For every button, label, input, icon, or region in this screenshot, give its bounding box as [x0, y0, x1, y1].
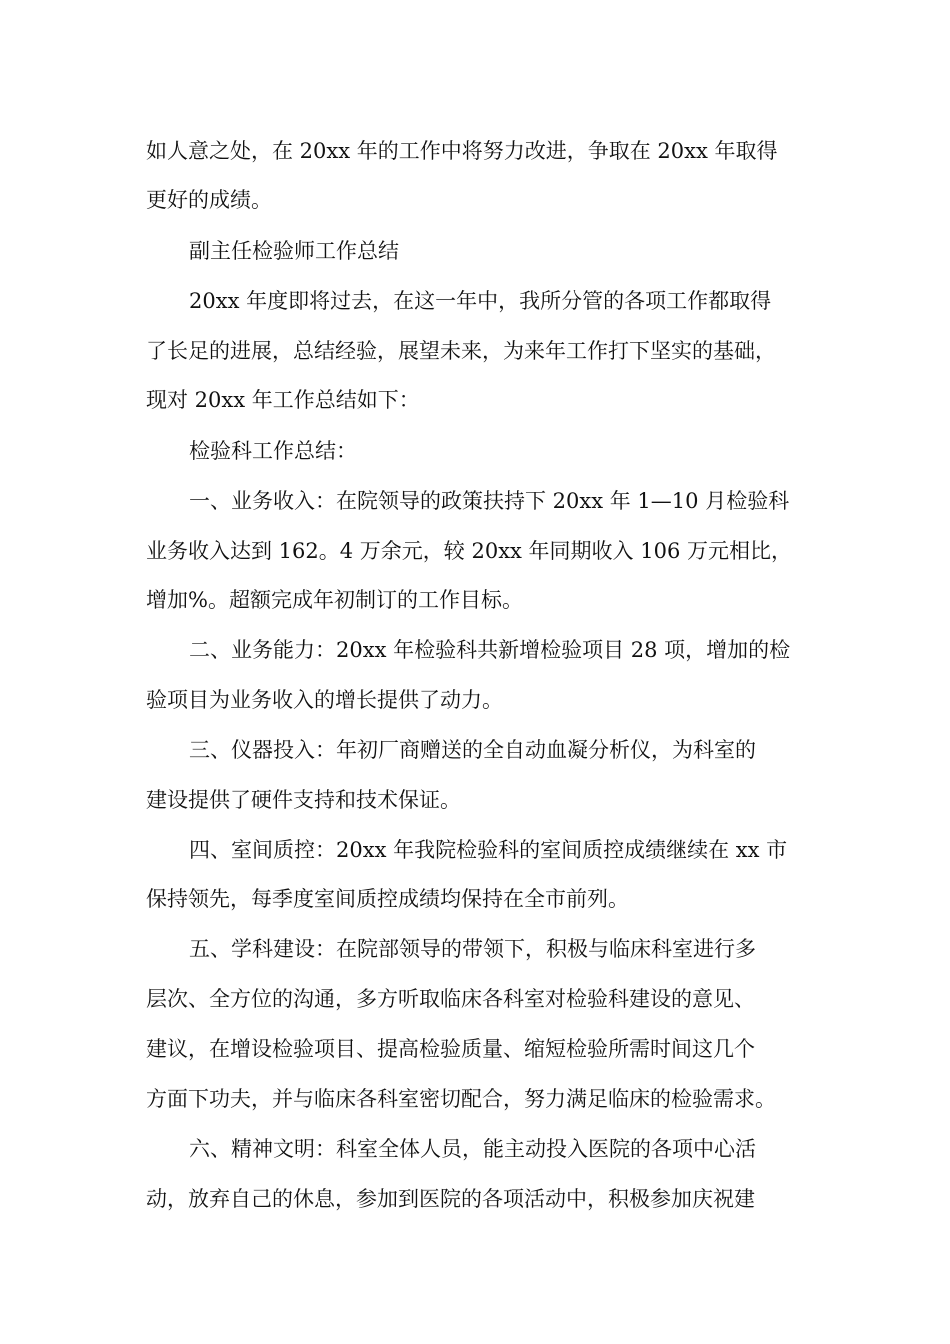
- text-line: 现对 20xx 年工作总结如下：: [146, 388, 420, 412]
- paragraph-start: 三、仪器投入：年初厂商赠送的全自动血凝分析仪，为科室的: [189, 738, 756, 762]
- text-line: 保持领先，每季度室间质控成绩均保持在全市前列。: [146, 887, 629, 911]
- paragraph-start: 一、业务收入：在院领导的政策扶持下 20xx 年 1—10 月检验科: [189, 489, 790, 513]
- text-line: 如人意之处，在 20xx 年的工作中将努力改进，争取在 20xx 年取得: [146, 139, 778, 163]
- text-line: 建设提供了硬件支持和技术保证。: [146, 788, 461, 812]
- text-line: 验项目为业务收入的增长提供了动力。: [146, 688, 503, 712]
- text-line: 层次、全方位的沟通，多方听取临床各科室对检验科建设的意见、: [146, 987, 755, 1011]
- paragraph-start: 二、业务能力：20xx 年检验科共新增检验项目 28 项，增加的检: [189, 638, 791, 662]
- text-line: 建议，在增设检验项目、提高检验质量、缩短检验所需时间这几个: [146, 1037, 755, 1061]
- paragraph-start: 六、精神文明：科室全体人员，能主动投入医院的各项中心活: [189, 1137, 756, 1161]
- text-line: 了长足的进展，总结经验，展望未来，为来年工作打下坚实的基础，: [146, 339, 776, 363]
- section-title: 副主任检验师工作总结: [189, 239, 399, 263]
- subsection-title: 检验科工作总结：: [189, 439, 357, 463]
- text-line: 方面下功夫，并与临床各科室密切配合，努力满足临床的检验需求。: [146, 1087, 776, 1111]
- text-line: 更好的成绩。: [146, 188, 272, 212]
- text-line: 业务收入达到 162。4 万余元，较 20xx 年同期收入 106 万元相比，: [146, 539, 792, 563]
- text-line: 动，放弃自己的休息，参加到医院的各项活动中，积极参加庆祝建: [146, 1187, 755, 1211]
- paragraph-start: 四、室间质控：20xx 年我院检验科的室间质控成绩继续在 xx 市: [189, 838, 788, 862]
- paragraph-start: 五、学科建设：在院部领导的带领下，积极与临床科室进行多: [189, 937, 756, 961]
- paragraph-start: 20xx 年度即将过去，在这一年中，我所分管的各项工作都取得: [189, 289, 772, 313]
- text-line: 增加%。超额完成年初制订的工作目标。: [146, 588, 523, 612]
